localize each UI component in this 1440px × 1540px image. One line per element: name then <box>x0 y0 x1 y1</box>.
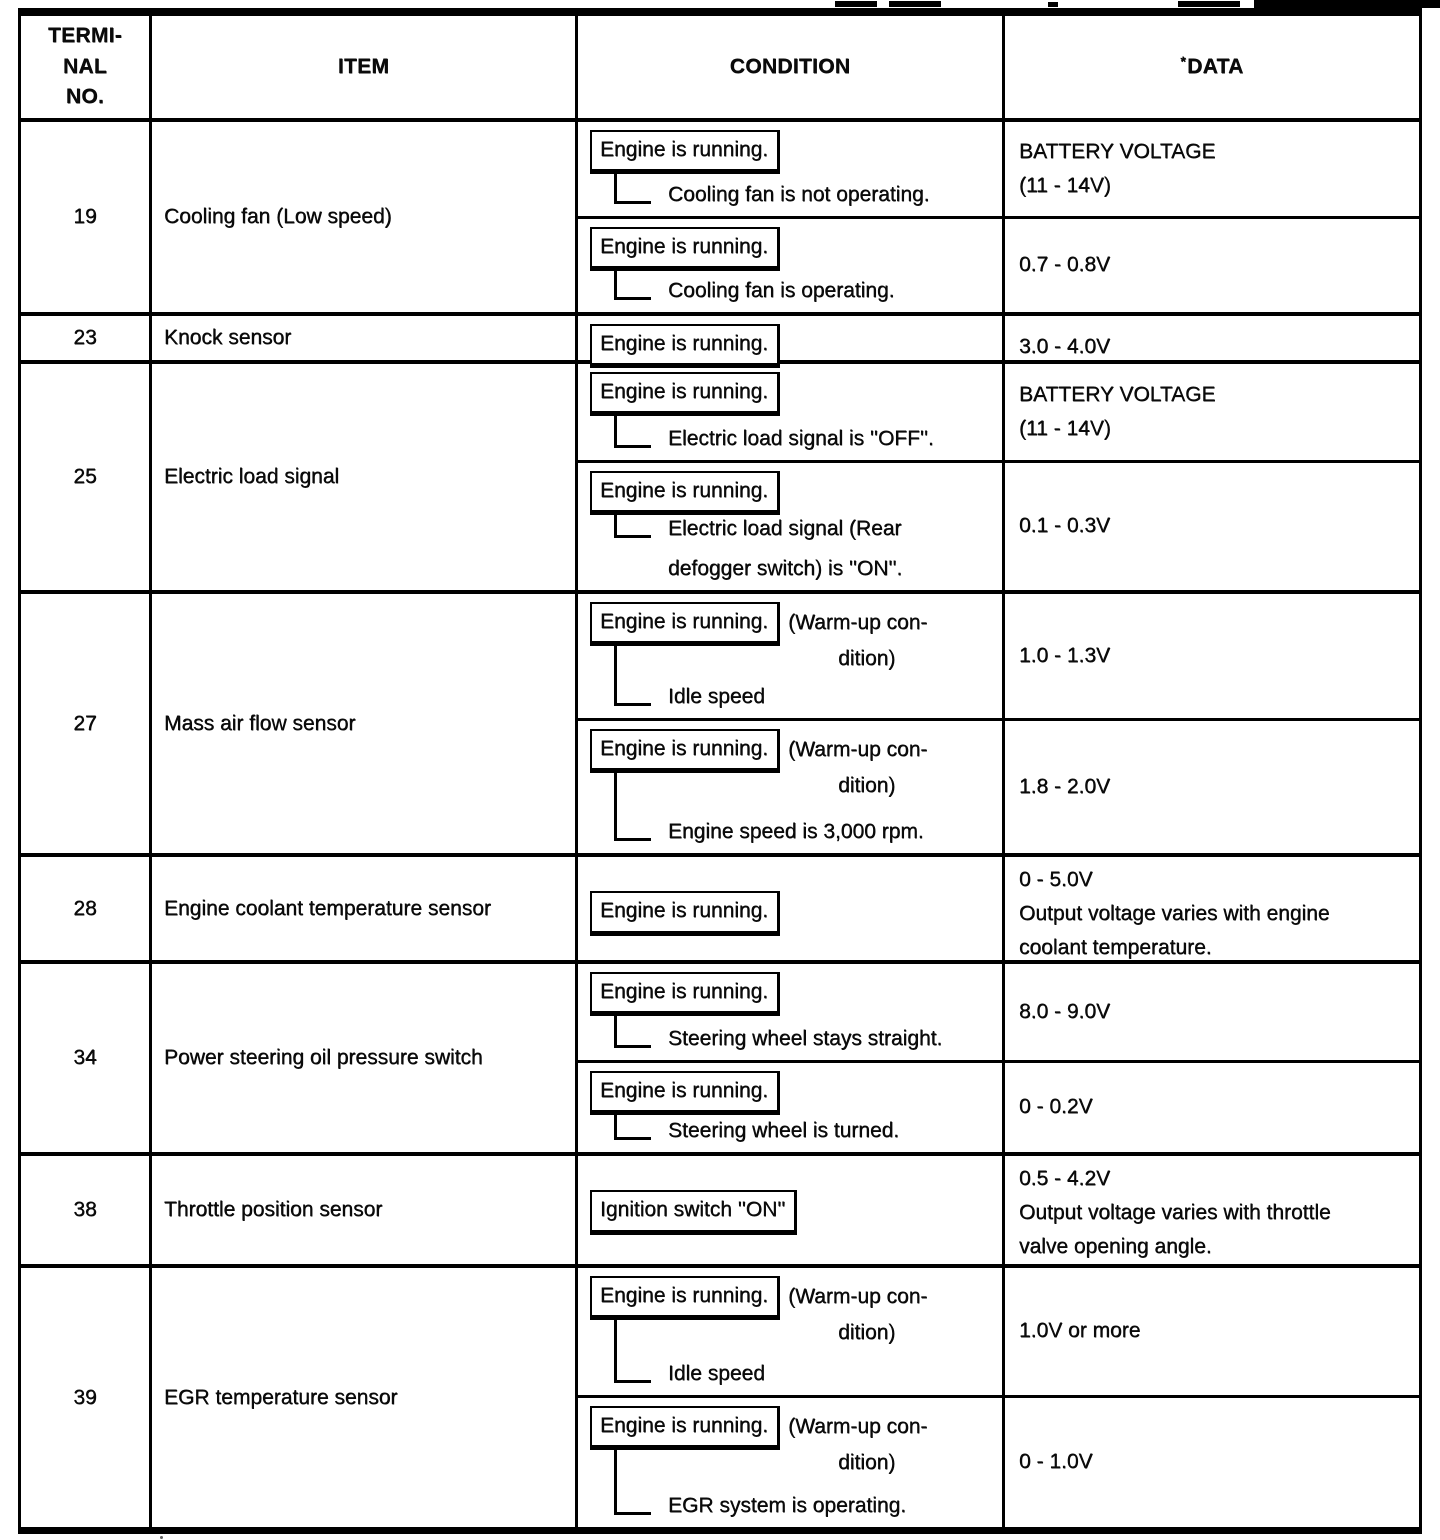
suffix-line: dition) <box>838 1321 896 1345</box>
data-cell <box>1005 364 1419 460</box>
condition-data-subrow <box>578 857 1419 960</box>
condition-data-subrow <box>578 460 1419 590</box>
condition-state-box: Engine is running. <box>590 1276 780 1320</box>
condition-cell <box>578 122 1005 216</box>
data-value-line: (11 - 14V) <box>1019 174 1111 197</box>
scan-dot <box>160 1536 163 1539</box>
condition-data-subrow <box>578 1395 1419 1527</box>
data-value-line: valve opening angle. <box>1019 1235 1212 1259</box>
data-value-line: 0 - 1.0V <box>1019 1450 1093 1474</box>
table-row <box>21 853 1419 960</box>
item-cell <box>152 122 578 312</box>
condition-state-box: Engine is running. <box>590 227 780 271</box>
scan-smudge <box>1048 2 1058 7</box>
terminal-number: 39 <box>73 1385 97 1409</box>
terminal-cell <box>21 857 152 960</box>
header-terminal-line: NO. <box>65 85 105 109</box>
condition-cell <box>578 1268 1005 1395</box>
condition-cell <box>578 1156 1005 1270</box>
data-value-line: Output voltage varies with throttle <box>1019 1201 1331 1225</box>
terminal-number: 19 <box>73 205 97 228</box>
data-cell <box>1005 1156 1419 1270</box>
branch-text: Steering wheel is turned. <box>668 1118 900 1142</box>
condition-head <box>590 1276 998 1347</box>
data-value-line: 3.0 - 4.0V <box>1019 334 1111 358</box>
scan-smudge <box>835 1 877 7</box>
condition-data-subrow <box>578 316 1419 360</box>
data-value-line: BATTERY VOLTAGE <box>1019 139 1216 163</box>
terminal-cell <box>21 122 152 312</box>
condition-head <box>590 972 998 1016</box>
terminal-number: 23 <box>73 326 97 349</box>
item-label: Cooling fan (Low speed) <box>164 205 392 228</box>
item-label: Engine coolant temperature sensor <box>164 896 491 920</box>
terminal-number: 38 <box>73 1198 97 1221</box>
data-footnote-asterisk: * <box>1180 53 1187 70</box>
condition-branch <box>596 684 998 709</box>
terminal-voltage-table <box>18 8 1422 1534</box>
condition-data-group <box>578 594 1419 853</box>
suffix-line: (Warm-up con- <box>788 1415 928 1438</box>
item-label: Electric load signal <box>164 465 340 488</box>
table-header-row <box>21 16 1419 122</box>
header-terminal-line: TERMI- <box>47 24 123 48</box>
data-value-line: Output voltage varies with engine <box>1019 902 1330 926</box>
table-row <box>21 1264 1419 1527</box>
branch-text: Idle speed <box>668 684 765 708</box>
condition-state-box: Engine is running. <box>590 471 780 515</box>
condition-data-subrow <box>578 1060 1419 1152</box>
table-row <box>21 960 1419 1152</box>
condition-head <box>590 372 998 416</box>
condition-branch <box>596 1493 998 1518</box>
header-data-word: DATA <box>1187 55 1244 79</box>
condition-data-subrow <box>578 594 1419 718</box>
item-label: Power steering oil pressure switch <box>164 1046 483 1069</box>
data-value-line: 1.8 - 2.0V <box>1019 774 1111 798</box>
condition-cell <box>578 463 1005 590</box>
condition-head <box>590 891 998 935</box>
condition-state-box: Engine is running. <box>590 891 780 935</box>
branch-text: Electric load signal is ''OFF''. <box>668 426 934 450</box>
header-item-label: ITEM <box>337 54 390 78</box>
condition-state-box: Engine is running. <box>590 324 780 368</box>
condition-head <box>590 1071 998 1115</box>
condition-head <box>590 324 998 368</box>
header-item <box>152 16 578 118</box>
table-row <box>21 590 1419 853</box>
suffix-line: (Warm-up con- <box>788 738 928 761</box>
item-cell <box>152 1156 578 1264</box>
condition-state-box: Engine is running. <box>590 130 780 174</box>
header-terminal-no <box>21 16 152 118</box>
condition-data-subrow <box>578 718 1419 853</box>
condition-state-box: Engine is running. <box>590 602 780 646</box>
item-label: Knock sensor <box>164 326 292 349</box>
header-condition <box>578 16 1005 118</box>
condition-cell <box>578 594 1005 718</box>
branch-text: Electric load signal (Rear <box>668 516 902 540</box>
condition-branch <box>596 426 998 451</box>
data-value-line: 0.7 - 0.8V <box>1019 253 1111 277</box>
header-terminal-line: NAL <box>62 54 108 78</box>
data-value-line: 0.5 - 4.2V <box>1019 1167 1111 1190</box>
condition-head <box>590 227 998 271</box>
data-cell <box>1005 122 1419 216</box>
branch-text: Cooling fan is not operating. <box>668 182 930 206</box>
condition-cell <box>578 721 1005 853</box>
scan-smudge <box>1254 0 1440 8</box>
condition-cell <box>578 316 1005 377</box>
terminal-cell <box>21 1268 152 1527</box>
condition-branch <box>596 1026 998 1051</box>
condition-data-group <box>578 1268 1419 1527</box>
header-data <box>1005 16 1419 118</box>
condition-data-group <box>578 122 1419 312</box>
data-cell <box>1005 463 1419 590</box>
item-label: EGR temperature sensor <box>164 1385 398 1409</box>
table-row <box>21 1152 1419 1264</box>
data-value-line: coolant temperature. <box>1019 936 1212 960</box>
condition-cell <box>578 857 1005 971</box>
branch-text: Steering wheel stays straight. <box>668 1026 943 1050</box>
data-cell <box>1005 594 1419 718</box>
data-cell <box>1005 964 1419 1060</box>
condition-state-box: Engine is running. <box>590 972 780 1016</box>
condition-branch <box>596 819 998 844</box>
item-cell <box>152 1268 578 1527</box>
data-value-line: BATTERY VOLTAGE <box>1019 382 1216 406</box>
condition-branch <box>596 1118 998 1143</box>
item-cell <box>152 594 578 853</box>
condition-data-group <box>578 364 1419 590</box>
data-cell <box>1005 1268 1419 1395</box>
condition-state-box: Engine is running. <box>590 729 780 773</box>
scan-smudge <box>1178 1 1240 7</box>
terminal-cell <box>21 1156 152 1264</box>
condition-data-group <box>578 857 1419 960</box>
table-body <box>21 122 1419 1527</box>
condition-data-subrow <box>578 1156 1419 1264</box>
condition-head <box>590 729 998 800</box>
table-row <box>21 122 1419 312</box>
data-cell <box>1005 1398 1419 1527</box>
condition-branch <box>596 278 998 303</box>
condition-suffix <box>788 1276 927 1347</box>
suffix-line: dition) <box>838 647 896 671</box>
data-value-line: 1.0 - 1.3V <box>1019 643 1111 667</box>
condition-head <box>590 1190 998 1234</box>
condition-data-subrow <box>578 964 1419 1060</box>
condition-state-box: Engine is running. <box>590 372 780 416</box>
terminal-number: 34 <box>73 1046 97 1069</box>
item-cell <box>152 316 578 360</box>
data-value-line: (11 - 14V) <box>1019 417 1111 440</box>
condition-data-subrow <box>578 122 1419 216</box>
terminal-cell <box>21 594 152 853</box>
branch-text: Cooling fan is operating. <box>668 278 895 302</box>
data-value-line: 0 - 5.0V <box>1019 868 1093 891</box>
condition-data-subrow <box>578 364 1419 460</box>
suffix-line: (Warm-up con- <box>788 611 928 634</box>
condition-data-group <box>578 1156 1419 1264</box>
suffix-line: (Warm-up con- <box>788 1285 928 1308</box>
header-data-label <box>1180 51 1243 82</box>
scan-smudge <box>889 1 941 7</box>
terminal-cell <box>21 316 152 360</box>
data-cell <box>1005 857 1419 971</box>
data-cell <box>1005 219 1419 312</box>
condition-data-subrow <box>578 216 1419 312</box>
condition-data-group <box>578 316 1419 360</box>
data-value-line: 8.0 - 9.0V <box>1019 999 1111 1023</box>
condition-suffix <box>788 1406 927 1477</box>
item-label: Mass air flow sensor <box>164 711 356 735</box>
item-cell <box>152 964 578 1152</box>
condition-branch <box>596 1361 998 1386</box>
condition-cell <box>578 1398 1005 1527</box>
terminal-cell <box>21 364 152 590</box>
item-label: Throttle position sensor <box>164 1198 383 1221</box>
condition-state-box: Engine is running. <box>590 1071 780 1115</box>
condition-head <box>590 1406 998 1477</box>
condition-state-box: Ignition switch ''ON'' <box>590 1190 797 1234</box>
condition-data-subrow <box>578 1268 1419 1395</box>
branch-text: Engine speed is 3,000 rpm. <box>668 819 924 843</box>
branch-text: defogger switch) is ''ON''. <box>668 556 903 580</box>
item-cell <box>152 857 578 960</box>
condition-suffix <box>788 602 927 673</box>
condition-cell <box>578 364 1005 460</box>
condition-cell <box>578 1063 1005 1152</box>
table-row <box>21 312 1419 360</box>
table-row <box>21 360 1419 590</box>
item-cell <box>152 364 578 590</box>
terminal-number: 27 <box>73 711 97 735</box>
data-cell <box>1005 1063 1419 1152</box>
terminal-number: 25 <box>73 465 97 488</box>
condition-head <box>590 130 998 174</box>
condition-head <box>590 602 998 673</box>
suffix-line: dition) <box>838 774 896 798</box>
condition-branch <box>596 516 998 581</box>
condition-suffix <box>788 729 927 800</box>
condition-data-group <box>578 964 1419 1152</box>
condition-cell <box>578 219 1005 312</box>
branch-text: Idle speed <box>668 1361 765 1385</box>
data-value-line: 0.1 - 0.3V <box>1019 514 1111 538</box>
terminal-number: 28 <box>73 896 97 920</box>
suffix-line: dition) <box>838 1451 896 1475</box>
header-condition-label: CONDITION <box>729 54 851 78</box>
data-cell <box>1005 721 1419 853</box>
condition-cell <box>578 964 1005 1060</box>
terminal-cell <box>21 964 152 1152</box>
data-value-line: 1.0V or more <box>1019 1319 1141 1343</box>
condition-head <box>590 471 998 515</box>
branch-text: EGR system is operating. <box>668 1493 907 1517</box>
data-value-line: 0 - 0.2V <box>1019 1095 1093 1119</box>
condition-branch <box>596 182 998 207</box>
condition-state-box: Engine is running. <box>590 1406 780 1450</box>
